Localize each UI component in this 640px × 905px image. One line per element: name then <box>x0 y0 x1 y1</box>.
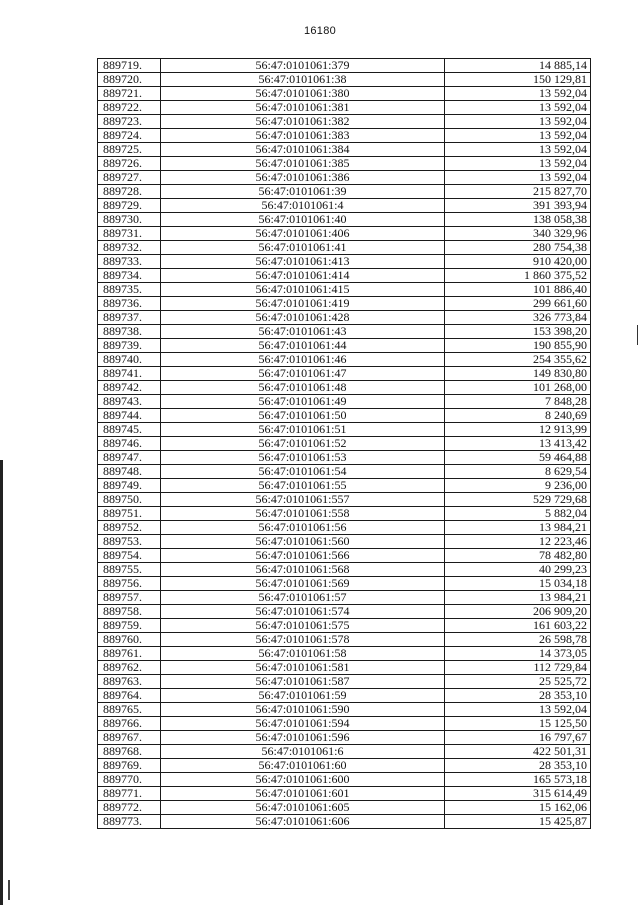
cadastral-value-cell: 190 855,90 <box>445 339 591 353</box>
cadastral-number-cell: 56:47:0101061:406 <box>161 227 445 241</box>
row-number-cell: 889747. <box>98 451 161 465</box>
cadastral-value-cell: 12 913,99 <box>445 423 591 437</box>
cadastral-number-cell: 56:47:0101061:43 <box>161 325 445 339</box>
table-row <box>98 213 591 227</box>
table-row <box>98 143 591 157</box>
row-number-cell: 889763. <box>98 675 161 689</box>
cadastral-value-cell: 13 592,04 <box>445 703 591 717</box>
table-row <box>98 801 591 815</box>
cadastral-value-cell: 315 614,49 <box>445 787 591 801</box>
row-number-cell: 889757. <box>98 591 161 605</box>
cadastral-value-cell: 13 413,42 <box>445 437 591 451</box>
cadastral-value-cell: 7 848,28 <box>445 395 591 409</box>
row-number-cell: 889769. <box>98 759 161 773</box>
table-row <box>98 647 591 661</box>
row-number-cell: 889753. <box>98 535 161 549</box>
cadastral-value-cell: 14 885,14 <box>445 59 591 73</box>
row-number-cell: 889720. <box>98 73 161 87</box>
cadastral-value-cell: 13 984,21 <box>445 521 591 535</box>
row-number-cell: 889737. <box>98 311 161 325</box>
cadastral-number-cell: 56:47:0101061:590 <box>161 703 445 717</box>
cadastral-value-cell: 15 425,87 <box>445 815 591 829</box>
cadastral-number-cell: 56:47:0101061:568 <box>161 563 445 577</box>
cadastral-number-cell: 56:47:0101061:47 <box>161 367 445 381</box>
table-row <box>98 675 591 689</box>
cadastral-number-cell: 56:47:0101061:6 <box>161 745 445 759</box>
cadastral-number-cell: 56:47:0101061:57 <box>161 591 445 605</box>
cadastral-number-cell: 56:47:0101061:601 <box>161 787 445 801</box>
table-row <box>98 353 591 367</box>
table-body <box>98 59 591 829</box>
cadastral-number-cell: 56:47:0101061:574 <box>161 605 445 619</box>
cadastral-value-cell: 340 329,96 <box>445 227 591 241</box>
cadastral-value-cell: 13 984,21 <box>445 591 591 605</box>
row-number-cell: 889748. <box>98 465 161 479</box>
table-row <box>98 241 591 255</box>
row-number-cell: 889731. <box>98 227 161 241</box>
cadastral-number-cell: 56:47:0101061:575 <box>161 619 445 633</box>
table-row <box>98 59 591 73</box>
table-row <box>98 87 591 101</box>
table-row <box>98 703 591 717</box>
cadastral-number-cell: 56:47:0101061:53 <box>161 451 445 465</box>
cadastral-number-cell: 56:47:0101061:52 <box>161 437 445 451</box>
cadastral-value-cell: 101 886,40 <box>445 283 591 297</box>
cadastral-number-cell: 56:47:0101061:569 <box>161 577 445 591</box>
row-number-cell: 889736. <box>98 297 161 311</box>
cadastral-value-cell: 150 129,81 <box>445 73 591 87</box>
row-number-cell: 889740. <box>98 353 161 367</box>
cadastral-number-cell: 56:47:0101061:46 <box>161 353 445 367</box>
cadastral-value-cell: 161 603,22 <box>445 619 591 633</box>
row-number-cell: 889755. <box>98 563 161 577</box>
cadastral-value-cell: 14 373,05 <box>445 647 591 661</box>
row-number-cell: 889721. <box>98 87 161 101</box>
table-row <box>98 325 591 339</box>
cadastral-number-cell: 56:47:0101061:600 <box>161 773 445 787</box>
row-number-cell: 889729. <box>98 199 161 213</box>
table-row <box>98 73 591 87</box>
cadastral-number-cell: 56:47:0101061:596 <box>161 731 445 745</box>
cadastral-value-cell: 215 827,70 <box>445 185 591 199</box>
cadastral-number-cell: 56:47:0101061:60 <box>161 759 445 773</box>
cadastral-value-table <box>97 58 591 829</box>
table-row <box>98 731 591 745</box>
cadastral-number-cell: 56:47:0101061:560 <box>161 535 445 549</box>
cadastral-value-cell: 16 797,67 <box>445 731 591 745</box>
table-row <box>98 157 591 171</box>
cadastral-number-cell: 56:47:0101061:39 <box>161 185 445 199</box>
table-row <box>98 633 591 647</box>
row-number-cell: 889760. <box>98 633 161 647</box>
row-number-cell: 889767. <box>98 731 161 745</box>
table-row <box>98 479 591 493</box>
cadastral-number-cell: 56:47:0101061:41 <box>161 241 445 255</box>
row-number-cell: 889726. <box>98 157 161 171</box>
row-number-cell: 889759. <box>98 619 161 633</box>
cadastral-value-cell: 910 420,00 <box>445 255 591 269</box>
table-row <box>98 605 591 619</box>
row-number-cell: 889772. <box>98 801 161 815</box>
cadastral-value-cell: 280 754,38 <box>445 241 591 255</box>
cadastral-number-cell: 56:47:0101061:380 <box>161 87 445 101</box>
row-number-cell: 889764. <box>98 689 161 703</box>
row-number-cell: 889727. <box>98 171 161 185</box>
cadastral-number-cell: 56:47:0101061:49 <box>161 395 445 409</box>
cadastral-number-cell: 56:47:0101061:587 <box>161 675 445 689</box>
cadastral-number-cell: 56:47:0101061:578 <box>161 633 445 647</box>
table-row <box>98 535 591 549</box>
table-row <box>98 759 591 773</box>
row-number-cell: 889751. <box>98 507 161 521</box>
cadastral-value-cell: 78 482,80 <box>445 549 591 563</box>
cadastral-value-cell: 28 353,10 <box>445 759 591 773</box>
cadastral-number-cell: 56:47:0101061:415 <box>161 283 445 297</box>
table-row <box>98 437 591 451</box>
scan-bottom-mark <box>8 880 10 900</box>
row-number-cell: 889742. <box>98 381 161 395</box>
table-row <box>98 521 591 535</box>
table-row <box>98 773 591 787</box>
cadastral-value-cell: 13 592,04 <box>445 157 591 171</box>
cadastral-value-cell: 13 592,04 <box>445 129 591 143</box>
table-row <box>98 199 591 213</box>
page-number: 16180 <box>303 25 337 37</box>
cadastral-number-cell: 56:47:0101061:58 <box>161 647 445 661</box>
table-row <box>98 661 591 675</box>
cadastral-number-cell: 56:47:0101061:56 <box>161 521 445 535</box>
table-row <box>98 367 591 381</box>
cadastral-number-cell: 56:47:0101061:428 <box>161 311 445 325</box>
cadastral-value-cell: 13 592,04 <box>445 143 591 157</box>
cadastral-value-cell: 8 240,69 <box>445 409 591 423</box>
table-row <box>98 591 591 605</box>
table-row <box>98 423 591 437</box>
row-number-cell: 889730. <box>98 213 161 227</box>
cadastral-value-cell: 391 393,94 <box>445 199 591 213</box>
row-number-cell: 889725. <box>98 143 161 157</box>
cadastral-value-cell: 13 592,04 <box>445 171 591 185</box>
table-row <box>98 465 591 479</box>
row-number-cell: 889746. <box>98 437 161 451</box>
cadastral-number-cell: 56:47:0101061:59 <box>161 689 445 703</box>
cadastral-number-cell: 56:47:0101061:558 <box>161 507 445 521</box>
cadastral-value-cell: 5 882,04 <box>445 507 591 521</box>
cadastral-number-cell: 56:47:0101061:48 <box>161 381 445 395</box>
cadastral-value-cell: 40 299,23 <box>445 563 591 577</box>
cadastral-value-cell: 12 223,46 <box>445 535 591 549</box>
cadastral-value-cell: 112 729,84 <box>445 661 591 675</box>
table-row <box>98 381 591 395</box>
row-number-cell: 889739. <box>98 339 161 353</box>
cadastral-value-cell: 165 573,18 <box>445 773 591 787</box>
table-row <box>98 395 591 409</box>
cadastral-number-cell: 56:47:0101061:566 <box>161 549 445 563</box>
table-row <box>98 577 591 591</box>
cadastral-value-cell: 8 629,54 <box>445 465 591 479</box>
row-number-cell: 889745. <box>98 423 161 437</box>
cadastral-number-cell: 56:47:0101061:38 <box>161 73 445 87</box>
cadastral-number-cell: 56:47:0101061:381 <box>161 101 445 115</box>
table-row <box>98 227 591 241</box>
cadastral-number-cell: 56:47:0101061:606 <box>161 815 445 829</box>
cadastral-value-cell: 299 661,60 <box>445 297 591 311</box>
cadastral-value-cell: 153 398,20 <box>445 325 591 339</box>
cadastral-value-cell: 26 598,78 <box>445 633 591 647</box>
table-row <box>98 255 591 269</box>
cadastral-value-cell: 1 860 375,52 <box>445 269 591 283</box>
table-row <box>98 339 591 353</box>
cadastral-number-cell: 56:47:0101061:384 <box>161 143 445 157</box>
cadastral-value-cell: 326 773,84 <box>445 311 591 325</box>
table-row <box>98 297 591 311</box>
cadastral-number-cell: 56:47:0101061:40 <box>161 213 445 227</box>
cadastral-number-cell: 56:47:0101061:594 <box>161 717 445 731</box>
row-number-cell: 889756. <box>98 577 161 591</box>
cadastral-number-cell: 56:47:0101061:55 <box>161 479 445 493</box>
row-number-cell: 889735. <box>98 283 161 297</box>
row-number-cell: 889728. <box>98 185 161 199</box>
cadastral-value-cell: 59 464,88 <box>445 451 591 465</box>
cadastral-number-cell: 56:47:0101061:581 <box>161 661 445 675</box>
table-row <box>98 787 591 801</box>
row-number-cell: 889719. <box>98 59 161 73</box>
row-number-cell: 889724. <box>98 129 161 143</box>
table-row <box>98 549 591 563</box>
cadastral-value-cell: 15 034,18 <box>445 577 591 591</box>
table-row <box>98 619 591 633</box>
table-row <box>98 269 591 283</box>
cadastral-number-cell: 56:47:0101061:4 <box>161 199 445 213</box>
cadastral-number-cell: 56:47:0101061:414 <box>161 269 445 283</box>
cadastral-number-cell: 56:47:0101061:382 <box>161 115 445 129</box>
table-row <box>98 101 591 115</box>
cadastral-number-cell: 56:47:0101061:557 <box>161 493 445 507</box>
table-row <box>98 745 591 759</box>
cadastral-number-cell: 56:47:0101061:385 <box>161 157 445 171</box>
row-number-cell: 889722. <box>98 101 161 115</box>
table-row <box>98 129 591 143</box>
scan-edge-artifact <box>0 460 3 905</box>
row-number-cell: 889765. <box>98 703 161 717</box>
cadastral-value-cell: 28 353,10 <box>445 689 591 703</box>
row-number-cell: 889761. <box>98 647 161 661</box>
row-number-cell: 889733. <box>98 255 161 269</box>
cadastral-value-cell: 25 525,72 <box>445 675 591 689</box>
row-number-cell: 889734. <box>98 269 161 283</box>
row-number-cell: 889754. <box>98 549 161 563</box>
row-number-cell: 889738. <box>98 325 161 339</box>
cadastral-number-cell: 56:47:0101061:44 <box>161 339 445 353</box>
cadastral-value-cell: 422 501,31 <box>445 745 591 759</box>
cadastral-number-cell: 56:47:0101061:51 <box>161 423 445 437</box>
cadastral-value-cell: 13 592,04 <box>445 115 591 129</box>
row-number-cell: 889750. <box>98 493 161 507</box>
cadastral-value-cell: 15 162,06 <box>445 801 591 815</box>
cadastral-value-cell: 138 058,38 <box>445 213 591 227</box>
row-number-cell: 889773. <box>98 815 161 829</box>
cadastral-value-cell: 9 236,00 <box>445 479 591 493</box>
table-row <box>98 717 591 731</box>
row-number-cell: 889768. <box>98 745 161 759</box>
cadastral-value-cell: 15 125,50 <box>445 717 591 731</box>
cadastral-value-cell: 529 729,68 <box>445 493 591 507</box>
row-number-cell: 889771. <box>98 787 161 801</box>
cadastral-number-cell: 56:47:0101061:386 <box>161 171 445 185</box>
table-row <box>98 311 591 325</box>
table-row <box>98 185 591 199</box>
cadastral-number-cell: 56:47:0101061:383 <box>161 129 445 143</box>
cadastral-number-cell: 56:47:0101061:413 <box>161 255 445 269</box>
row-number-cell: 889723. <box>98 115 161 129</box>
table-row <box>98 409 591 423</box>
row-number-cell: 889744. <box>98 409 161 423</box>
row-number-cell: 889741. <box>98 367 161 381</box>
table-row <box>98 283 591 297</box>
cadastral-value-cell: 254 355,62 <box>445 353 591 367</box>
row-number-cell: 889758. <box>98 605 161 619</box>
cadastral-value-cell: 101 268,00 <box>445 381 591 395</box>
cadastral-value-cell: 206 909,20 <box>445 605 591 619</box>
cadastral-number-cell: 56:47:0101061:50 <box>161 409 445 423</box>
row-number-cell: 889762. <box>98 661 161 675</box>
cadastral-number-cell: 56:47:0101061:379 <box>161 59 445 73</box>
table-row <box>98 563 591 577</box>
cadastral-value-cell: 149 830,80 <box>445 367 591 381</box>
table-row <box>98 171 591 185</box>
scan-edge-mark <box>637 325 638 345</box>
cadastral-value-cell: 13 592,04 <box>445 87 591 101</box>
table-row <box>98 115 591 129</box>
table-row <box>98 451 591 465</box>
row-number-cell: 889749. <box>98 479 161 493</box>
cadastral-number-cell: 56:47:0101061:419 <box>161 297 445 311</box>
cadastral-number-cell: 56:47:0101061:54 <box>161 465 445 479</box>
row-number-cell: 889752. <box>98 521 161 535</box>
row-number-cell: 889770. <box>98 773 161 787</box>
table-row <box>98 815 591 829</box>
cadastral-value-cell: 13 592,04 <box>445 101 591 115</box>
cadastral-number-cell: 56:47:0101061:605 <box>161 801 445 815</box>
table-row <box>98 507 591 521</box>
row-number-cell: 889732. <box>98 241 161 255</box>
table-row <box>98 689 591 703</box>
row-number-cell: 889743. <box>98 395 161 409</box>
table-row <box>98 493 591 507</box>
row-number-cell: 889766. <box>98 717 161 731</box>
